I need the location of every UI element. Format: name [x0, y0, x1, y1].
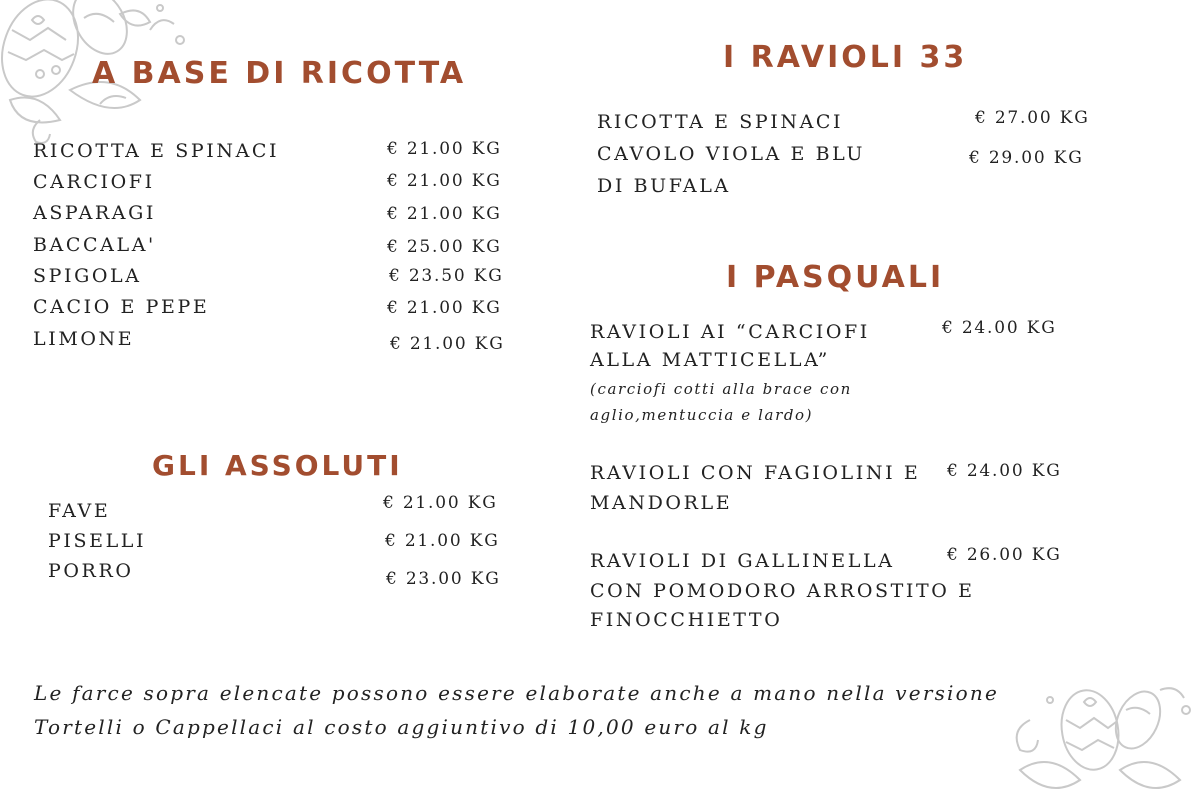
- pasquali-item-name: RAVIOLI DI GALLINELLA: [590, 550, 895, 572]
- pasquali-item-price: € 24.00 KG: [947, 461, 1062, 481]
- ricotta-item-name: BACCALA': [33, 234, 156, 256]
- ricotta-item-name: LIMONE: [33, 328, 135, 350]
- ricotta-item-price: € 21.00 KG: [387, 204, 502, 224]
- ricotta-item-name: ASPARAGI: [33, 202, 157, 224]
- pasquali-item-price: € 26.00 KG: [947, 545, 1062, 565]
- ricotta-item-price: € 21.00 KG: [387, 171, 502, 191]
- assoluti-item-price: € 21.00 KG: [385, 531, 500, 551]
- section-title-assoluti: GLI ASSOLUTI: [152, 449, 403, 482]
- ricotta-item-name: SPIGOLA: [33, 265, 142, 287]
- pasquali-item-description: aglio,mentuccia e lardo): [590, 406, 814, 424]
- ravioli33-item-price: € 27.00 KG: [975, 108, 1090, 128]
- ricotta-item-price: € 23.50 KG: [389, 266, 504, 286]
- assoluti-item-price: € 23.00 KG: [386, 569, 501, 589]
- pasquali-item-name: RAVIOLI CON FAGIOLINI E: [590, 462, 921, 484]
- pasquali-item-name-cont: CON POMODORO ARROSTITO E: [590, 580, 975, 602]
- section-title-pasquali: I PASQUALI: [726, 260, 945, 295]
- ricotta-item-price: € 21.00 KG: [390, 334, 505, 354]
- ravioli33-item-name: CAVOLO VIOLA E BLU: [597, 143, 865, 165]
- assoluti-item-name: PISELLI: [48, 530, 147, 552]
- ricotta-item-name: CACIO E PEPE: [33, 296, 210, 318]
- assoluti-item-name: FAVE: [48, 500, 111, 522]
- pasquali-item-name: RAVIOLI AI “CARCIOFI: [590, 321, 870, 343]
- ricotta-item-name: CARCIOFI: [33, 171, 155, 193]
- assoluti-item-name: PORRO: [48, 560, 134, 582]
- ricotta-item-price: € 25.00 KG: [387, 237, 502, 257]
- ravioli33-item-name-cont: DI BUFALA: [597, 175, 731, 197]
- pasquali-item-name-cont: ALLA MATTICELLA”: [590, 349, 830, 371]
- pasquali-item-name-cont: MANDORLE: [590, 492, 733, 514]
- ricotta-item-name: RICOTTA E SPINACI: [33, 140, 280, 162]
- pasquali-item-description: (carciofi cotti alla brace con: [590, 380, 852, 398]
- footer-note-line: Tortelli o Cappellaci al costo aggiuntivo di 10,00 euro al kg: [34, 715, 769, 739]
- pasquali-item-name-cont: FINOCCHIETTO: [590, 609, 783, 631]
- pasquali-item-price: € 24.00 KG: [942, 318, 1057, 338]
- easter-egg-decoration-bottom-right: [1010, 680, 1200, 800]
- ricotta-item-price: € 21.00 KG: [387, 298, 502, 318]
- ricotta-item-price: € 21.00 KG: [387, 139, 502, 159]
- assoluti-item-price: € 21.00 KG: [383, 493, 498, 513]
- section-title-ravioli-33: I RAVIOLI 33: [723, 40, 968, 75]
- footer-note-line: Le farce sopra elencate possono essere elaborate anche a mano nella versione: [34, 681, 1000, 705]
- footer-note: [34, 676, 999, 744]
- section-title-ricotta: A BASE DI RICOTTA: [92, 56, 467, 91]
- ravioli33-item-name: RICOTTA E SPINACI: [597, 111, 844, 133]
- ravioli33-item-price: € 29.00 KG: [969, 148, 1084, 168]
